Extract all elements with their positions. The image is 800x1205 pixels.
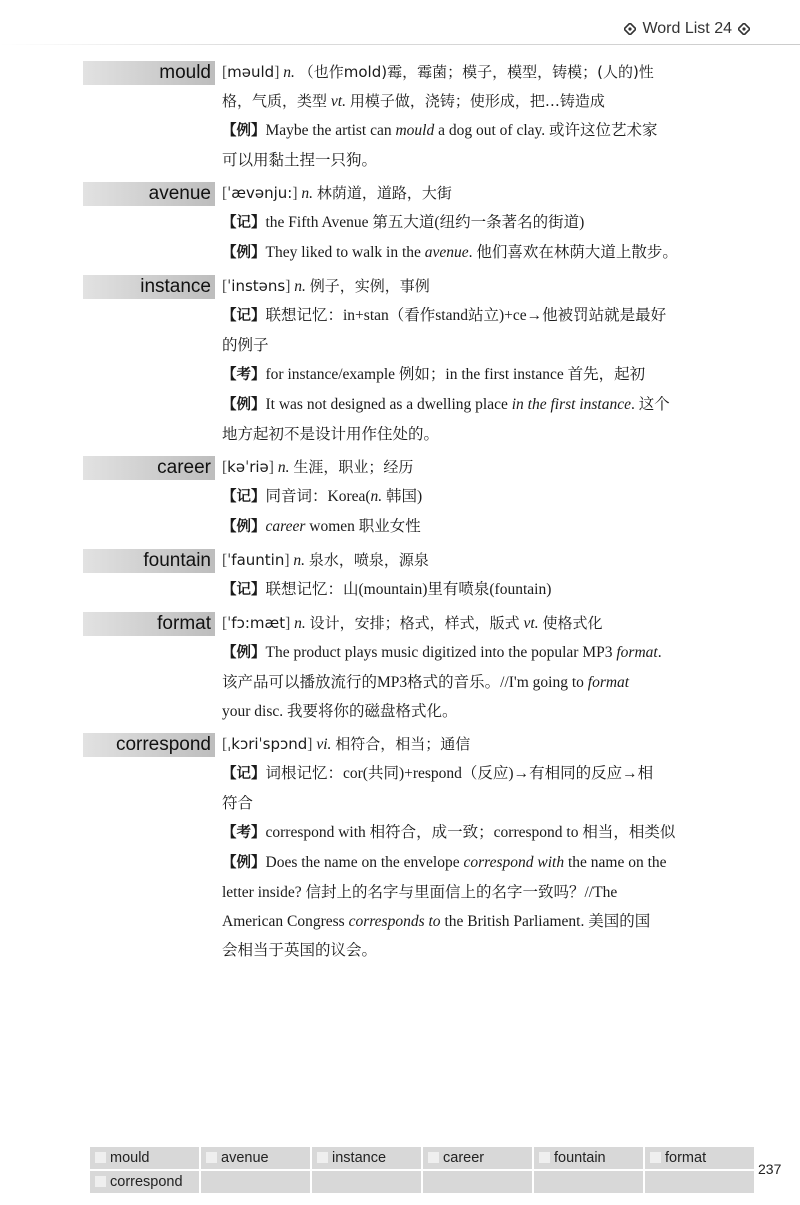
entry-line — [222, 668, 757, 697]
headword: mould — [83, 61, 215, 85]
text-segment: mould — [395, 122, 435, 139]
text-segment: n. — [273, 459, 294, 476]
headword: career — [83, 456, 215, 480]
entry-line — [222, 116, 757, 146]
text-segment: 会相当于英国的议会。 — [222, 942, 378, 959]
entry-instance — [0, 272, 800, 449]
entry-line — [222, 730, 757, 759]
text-segment: [ — [222, 459, 228, 476]
text-segment: 的例子 — [222, 337, 269, 354]
checkbox-square-icon — [206, 1152, 217, 1163]
checkbox-square-icon — [95, 1176, 106, 1187]
entry-career — [0, 453, 800, 542]
text-segment: n. — [290, 278, 310, 295]
entry-line — [222, 609, 757, 638]
entry-line — [222, 697, 757, 726]
entry-list — [0, 58, 800, 969]
footer-word-label: fountain — [554, 1150, 606, 1166]
entry-body — [222, 179, 757, 268]
footer-word-index — [90, 1147, 754, 1193]
headword: format — [83, 612, 215, 636]
text-segment: the name on the — [564, 854, 667, 871]
text-segment: 设计，安排；格式，样式，版式 — [309, 614, 520, 632]
text-segment: 生涯，职业；经历 — [293, 458, 414, 476]
entry-correspond — [0, 730, 800, 965]
footer-word-label: format — [665, 1150, 707, 1166]
entry-body — [222, 272, 757, 449]
footer-word-avenue — [201, 1147, 310, 1169]
text-segment: ˈinstəns — [227, 277, 286, 295]
text-segment: [ — [222, 552, 228, 569]
entry-line — [222, 331, 757, 360]
footer-empty-cell — [312, 1171, 421, 1193]
entry-line — [222, 575, 757, 605]
text-segment: 【例】 — [222, 645, 266, 661]
entry-line — [222, 878, 757, 907]
text-segment: 联想记忆：in+stan（看作stand站立)+ce→他被罚站就是最好 — [265, 307, 667, 324]
text-segment: avenue — [424, 244, 469, 261]
text-segment: 【记】 — [222, 215, 266, 231]
entry-line — [222, 360, 757, 390]
entry-line — [222, 238, 757, 268]
text-segment: career — [265, 518, 306, 535]
footer-word-label: mould — [110, 1150, 150, 1166]
text-segment: [ — [222, 278, 228, 295]
text-segment: It was not designed as a dwelling place — [265, 396, 512, 413]
diamond-icon — [738, 23, 750, 35]
entry-line — [222, 638, 757, 668]
entry-line — [222, 907, 757, 936]
text-segment: . — [657, 644, 662, 661]
footer-word-label: correspond — [110, 1174, 183, 1190]
entry-fountain — [0, 546, 800, 605]
entry-line — [222, 87, 757, 116]
text-segment: ] — [268, 459, 274, 476]
text-segment: the British Parliament. 美国的国 — [440, 913, 651, 930]
text-segment: 【记】 — [222, 489, 266, 505]
headword: avenue — [83, 182, 215, 206]
text-segment: 可以用黏土捏一只狗。 — [222, 152, 378, 169]
headword: instance — [83, 275, 215, 299]
text-segment: ] — [285, 615, 291, 632]
text-segment: format — [587, 674, 630, 691]
entry-line — [222, 453, 757, 482]
text-segment: n. — [370, 488, 383, 505]
entry-line — [222, 58, 757, 87]
footer-word-label: career — [443, 1150, 485, 1166]
text-segment: 【例】 — [222, 397, 266, 413]
text-segment: n. — [290, 615, 310, 632]
entry-mould — [0, 58, 800, 175]
text-segment: in the first instance — [511, 396, 631, 413]
headword: correspond — [83, 733, 215, 757]
headword: fountain — [83, 549, 215, 573]
entry-line — [222, 512, 757, 542]
text-segment: kəˈriə — [227, 458, 269, 476]
entry-line — [222, 848, 757, 878]
text-segment: 【例】 — [222, 123, 266, 139]
text-segment: ˈævənju: — [227, 184, 293, 202]
text-segment: n. — [289, 552, 309, 569]
text-segment: [ — [222, 736, 228, 753]
text-segment: n. — [297, 185, 317, 202]
entry-line — [222, 272, 757, 301]
text-segment: 同音词：Korea( — [265, 488, 371, 505]
text-segment: 【记】 — [222, 766, 266, 782]
text-segment: ] — [274, 64, 280, 81]
diamond-icon — [624, 23, 636, 35]
text-segment: ] — [285, 278, 291, 295]
text-segment: 用模子做，浇铸；使形成，把…铸造成 — [349, 92, 605, 110]
footer-empty-cell — [201, 1171, 310, 1193]
text-segment: letter inside? 信封上的名字与里面信上的名字一致吗？//The — [222, 884, 618, 901]
entry-format — [0, 609, 800, 726]
text-segment: for instance/example 例如；in the first instance 首先，起初 — [265, 366, 646, 383]
text-segment: Maybe the artist can — [265, 122, 396, 139]
entry-line — [222, 179, 757, 208]
text-segment: the Fifth Avenue 第五大道(纽约一条著名的街道) — [265, 214, 585, 231]
entry-line — [222, 301, 757, 331]
page-number: 237 — [758, 1161, 782, 1177]
footer-word-fountain — [534, 1147, 643, 1169]
text-segment: n. — [279, 64, 299, 81]
text-segment: Does the name on the envelope — [265, 854, 464, 871]
checkbox-square-icon — [650, 1152, 661, 1163]
entry-body — [222, 453, 757, 542]
text-segment: 泉水，喷泉，源泉 — [308, 551, 429, 569]
text-segment: （也作mold)霉，霉菌；模子，模型，铸模；(人的)性 — [298, 63, 654, 81]
entry-body — [222, 730, 757, 965]
entry-line — [222, 546, 757, 575]
text-segment: American Congress — [222, 913, 349, 930]
footer-word-label: instance — [332, 1150, 387, 1166]
text-segment: 【例】 — [222, 519, 266, 535]
text-segment: məuld — [227, 63, 275, 81]
text-segment: vt. — [519, 615, 543, 632]
text-segment: They liked to walk in the — [265, 244, 425, 261]
text-segment: correspond with — [463, 854, 565, 871]
text-segment: [ — [222, 64, 228, 81]
text-segment: The product plays music digitized into the popular MP3 — [265, 644, 617, 661]
text-segment: ] — [292, 185, 298, 202]
entry-line — [222, 759, 757, 789]
entry-body — [222, 609, 757, 726]
footer-word-career — [423, 1147, 532, 1169]
footer-word-correspond — [90, 1171, 199, 1193]
entry-avenue — [0, 179, 800, 268]
text-segment: 【考】 — [222, 367, 266, 383]
text-segment: 例子，实例，事例 — [309, 277, 430, 295]
footer-word-instance — [312, 1147, 421, 1169]
text-segment: 【记】 — [222, 582, 266, 598]
text-segment: your disc. 我要将你的磁盘格式化。 — [222, 703, 458, 720]
footer-empty-cell — [423, 1171, 532, 1193]
entry-line — [222, 208, 757, 238]
text-segment: 地方起初不是设计用作住处的。 — [222, 426, 440, 443]
text-segment: ] — [307, 736, 313, 753]
text-segment: women 职业女性 — [305, 518, 421, 535]
footer-word-format — [645, 1147, 754, 1169]
entry-line — [222, 936, 757, 965]
text-segment: 林荫道，道路，大街 — [316, 184, 452, 202]
checkbox-square-icon — [539, 1152, 550, 1163]
footer-empty-cell — [534, 1171, 643, 1193]
text-segment: vt. — [327, 93, 350, 110]
text-segment: [ — [222, 615, 228, 632]
entry-line — [222, 390, 757, 420]
text-segment: vi. — [312, 736, 336, 753]
entry-line — [222, 482, 757, 512]
entry-body — [222, 546, 757, 605]
entry-line — [222, 420, 757, 449]
footer-word-label: avenue — [221, 1150, 269, 1166]
text-segment: . 他们喜欢在林荫大道上散步。 — [468, 244, 678, 261]
text-segment: 使格式化 — [542, 614, 603, 632]
footer-word-mould — [90, 1147, 199, 1169]
text-segment: 符合 — [222, 795, 254, 812]
text-segment: 【例】 — [222, 245, 266, 261]
checkbox-square-icon — [95, 1152, 106, 1163]
footer-empty-cell — [645, 1171, 754, 1193]
text-segment: 韩国) — [382, 488, 423, 505]
text-segment: 【考】 — [222, 825, 266, 841]
text-segment: correspond with 相符合，成一致；correspond to 相当，相类似 — [265, 824, 676, 841]
text-segment: corresponds to — [348, 913, 441, 930]
text-segment: [ — [222, 185, 228, 202]
text-segment: ] — [284, 552, 290, 569]
text-segment: 【例】 — [222, 855, 266, 871]
running-header — [624, 20, 750, 38]
word-list-title: Word List 24 — [642, 20, 732, 37]
entry-body — [222, 58, 757, 175]
text-segment: ˌkɔriˈspɔnd — [227, 735, 308, 753]
text-segment: format — [616, 644, 658, 661]
text-segment: 该产品可以播放流行的MP3格式的音乐。//I'm going to — [222, 674, 588, 691]
text-segment: 相符合，相当；通信 — [335, 735, 471, 753]
header-divider — [0, 44, 800, 45]
text-segment: 词根记忆：cor(共同)+respond（反应)→有相同的反应→相 — [265, 765, 654, 782]
entry-line — [222, 146, 757, 175]
text-segment: 联想记忆：山(mountain)里有喷泉(fountain) — [265, 581, 552, 598]
entry-line — [222, 789, 757, 818]
checkbox-square-icon — [317, 1152, 328, 1163]
entry-line — [222, 818, 757, 848]
text-segment: 【记】 — [222, 308, 266, 324]
text-segment: . 这个 — [630, 396, 670, 413]
text-segment: a dog out of clay. 或许这位艺术家 — [434, 122, 658, 139]
text-segment: ˈfɔ:mæt — [227, 614, 286, 632]
text-segment: 格，气质，类型 — [222, 92, 328, 110]
checkbox-square-icon — [428, 1152, 439, 1163]
text-segment: ˈfauntin — [227, 551, 285, 569]
